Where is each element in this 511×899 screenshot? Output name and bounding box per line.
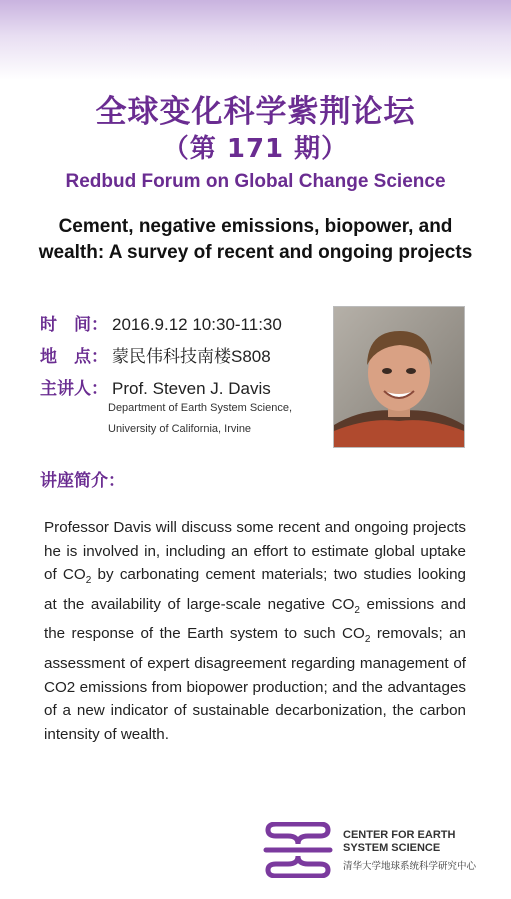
place-row: [40, 342, 271, 367]
header-gradient-band: [0, 0, 511, 80]
talk-title-line1: Cement, negative emissions, biopower, and: [58, 216, 453, 237]
place-value: 蒙民伟科技南楼S808: [112, 347, 271, 366]
forum-title-cn: 全球变化科学紫荆论坛: [95, 94, 416, 130]
speaker-name: Prof. Steven J. Davis: [112, 379, 271, 398]
time-row: [40, 310, 282, 335]
center-name-line1: CENTER FOR EARTH: [343, 829, 456, 841]
affiliation-line2: University of California, Irvine: [108, 423, 252, 435]
speaker-photo: [333, 306, 465, 448]
talk-title-line2: wealth: A survey of recent and ongoing projects: [38, 242, 473, 263]
abstract-part2: by carbonating cement materials; two studies looking at the availability of large-scale negative CO: [44, 566, 467, 613]
affiliation-line1: Department of Earth System Science,: [108, 402, 293, 414]
forum-title-en: Redbud Forum on Global Change Science: [65, 171, 446, 192]
speaker-label: 主讲人：: [40, 379, 108, 399]
abstract-part4: removals; an assessment of expert disagreement regarding management of CO2 emissions from biopower production; and the advantages of a new indicator of sustainable decarbonization, the carbon intensity of wealth.: [44, 625, 466, 743]
center-logo-icon: [262, 822, 334, 878]
abstract-text: [44, 516, 466, 746]
abstract-part1: Professor Davis will discuss some recent and ongoing projects he is involved in, including an effort to estimate global uptake of CO: [44, 519, 466, 584]
time-label: 时 间：: [40, 315, 108, 335]
time-value: 2016.9.12 10:30-11:30: [112, 315, 282, 334]
co2-subscript-2: 2: [354, 604, 360, 616]
abstract-heading: 讲座简介：: [40, 471, 125, 491]
issue-number: （第 171 期）: [162, 134, 349, 164]
center-name-line2: SYSTEM SCIENCE: [343, 842, 441, 854]
co2-subscript-3: 2: [364, 634, 371, 646]
place-label: 地 点：: [40, 347, 108, 367]
talk-title: [20, 214, 491, 266]
center-name-cn: 清华大学地球系统科学研究中心: [343, 861, 477, 872]
center-name-en: [343, 829, 455, 855]
speaker-portrait-icon: [334, 307, 464, 447]
abstract-part3: emissions and the response of the Earth system to such CO: [44, 595, 466, 643]
speaker-affiliation: [108, 398, 292, 440]
co2-subscript-1: 2: [85, 575, 92, 587]
speaker-row: [40, 374, 271, 399]
